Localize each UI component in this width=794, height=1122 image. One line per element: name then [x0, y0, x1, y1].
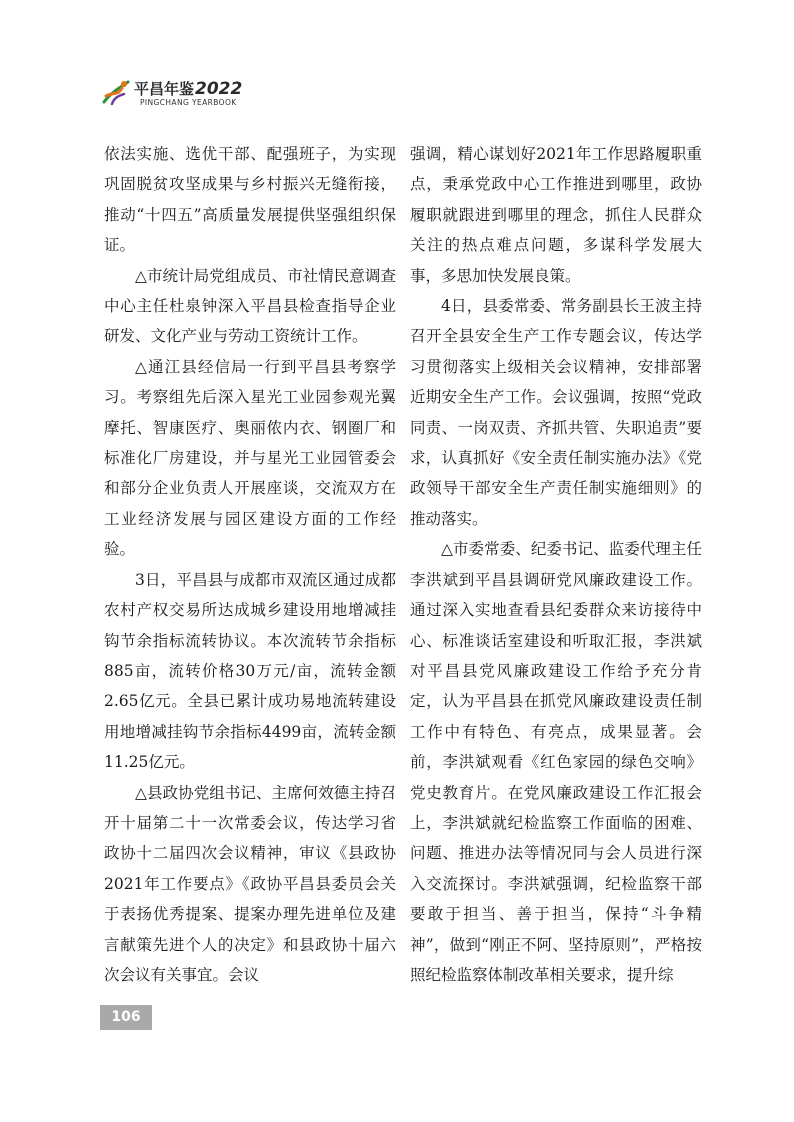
left-column: [104, 139, 396, 990]
paragraph: △市统计局党组成员、市社情民意调查中心主任杜泉钟深入平昌县检查指导企业研发、文化产业与劳动工资统计工作。: [104, 266, 396, 346]
paragraph: △县政协党组书记、主席何效德主持召开十届第二十一次常委会议，传达学习省政协十二届四次会议精神，审议《县政协2021年工作要点》《政协平昌县委员会关于表扬优秀提案、提案办理先进单位及建言献策先进个人的决定》和县政协十届六次会议有关事宜。会议: [104, 783, 396, 984]
paragraph: 依法实施、选优干部、配强班子，为实现巩固脱贫攻坚成果与乡村振兴无缝衔接，推动“十四五”高质量发展提供坚强组织保证。: [104, 145, 396, 255]
yearbook-title: [134, 78, 242, 99]
paragraph: △市委常委、纪委书记、监委代理主任李洪斌到平昌县调研党风廉政建设工作。通过深入实地查看县纪委群众来访接待中心、标准谈话室建设和听取汇报，李洪斌对平昌县党风廉政建设工作给予充分肯定，认为平昌县在抓党风廉政建设责任制工作中有特色、有亮点，成果显著。会前，李洪斌观看《红色家园的绿色交响》党史教育片。在党风廉政建设工作汇报会上，李洪斌就纪检监察工作面临的困难、问题、推进办法等情况同与会人员进行深入交流探讨。李洪斌强调，纪检监察干部要敢于担当、善于担当，保持“斗争精神”，做到“刚正不阿、坚持原则”，严格按照纪检监察体制改革相关要求，提升综: [410, 540, 702, 984]
paragraph: 3日，平昌县与成都市双流区通过成都农村产权交易所达成城乡建设用地增减挂钩节余指标流转协议。本次流转节余指标885亩，流转价格30万元/亩，流转金额2.65亿元。全县已累计成功易地流转建设用地增减挂钩节余指标4499亩，流转金额11.25亿元。: [104, 570, 396, 772]
page-number: 106: [100, 1005, 152, 1030]
yearbook-logo-icon: [100, 76, 132, 108]
yearbook-subtitle: PINGCHANG YEARBOOK: [140, 98, 237, 107]
right-column: [410, 139, 702, 990]
yearbook-header: [100, 76, 300, 116]
yearbook-year: 2022: [195, 79, 243, 99]
paragraph: △通江县经信局一行到平昌县考察学习。考察组先后深入星光工业园参观光翼摩托、智康医疗、奥丽侬内衣、钢圈厂和标准化厂房建设，并与星光工业园管委会和部分企业负责人开展座谈，交流双方在工业经济发展与园区建设方面的工作经验。: [104, 357, 396, 559]
yearbook-name: 平昌年鉴: [134, 80, 195, 98]
paragraph: 4日，县委常委、常务副县长王波主持召开全县安全生产工作专题会议，传达学习贯彻落实上级相关会议精神，安排部署近期安全生产工作。会议强调，按照“党政同责、一岗双责、齐抓共管、失职追责”要求，认真抓好《安全责任制实施办法》《党政领导干部安全生产责任制实施细则》的推动落实。: [410, 297, 702, 528]
paragraph: 强调，精心谋划好2021年工作思路履职重点，秉承党政中心工作推进到哪里，政协履职就跟进到哪里的理念，抓住人民群众关注的热点难点问题，多谋科学发展大事，多思加快发展良策。: [410, 145, 702, 285]
